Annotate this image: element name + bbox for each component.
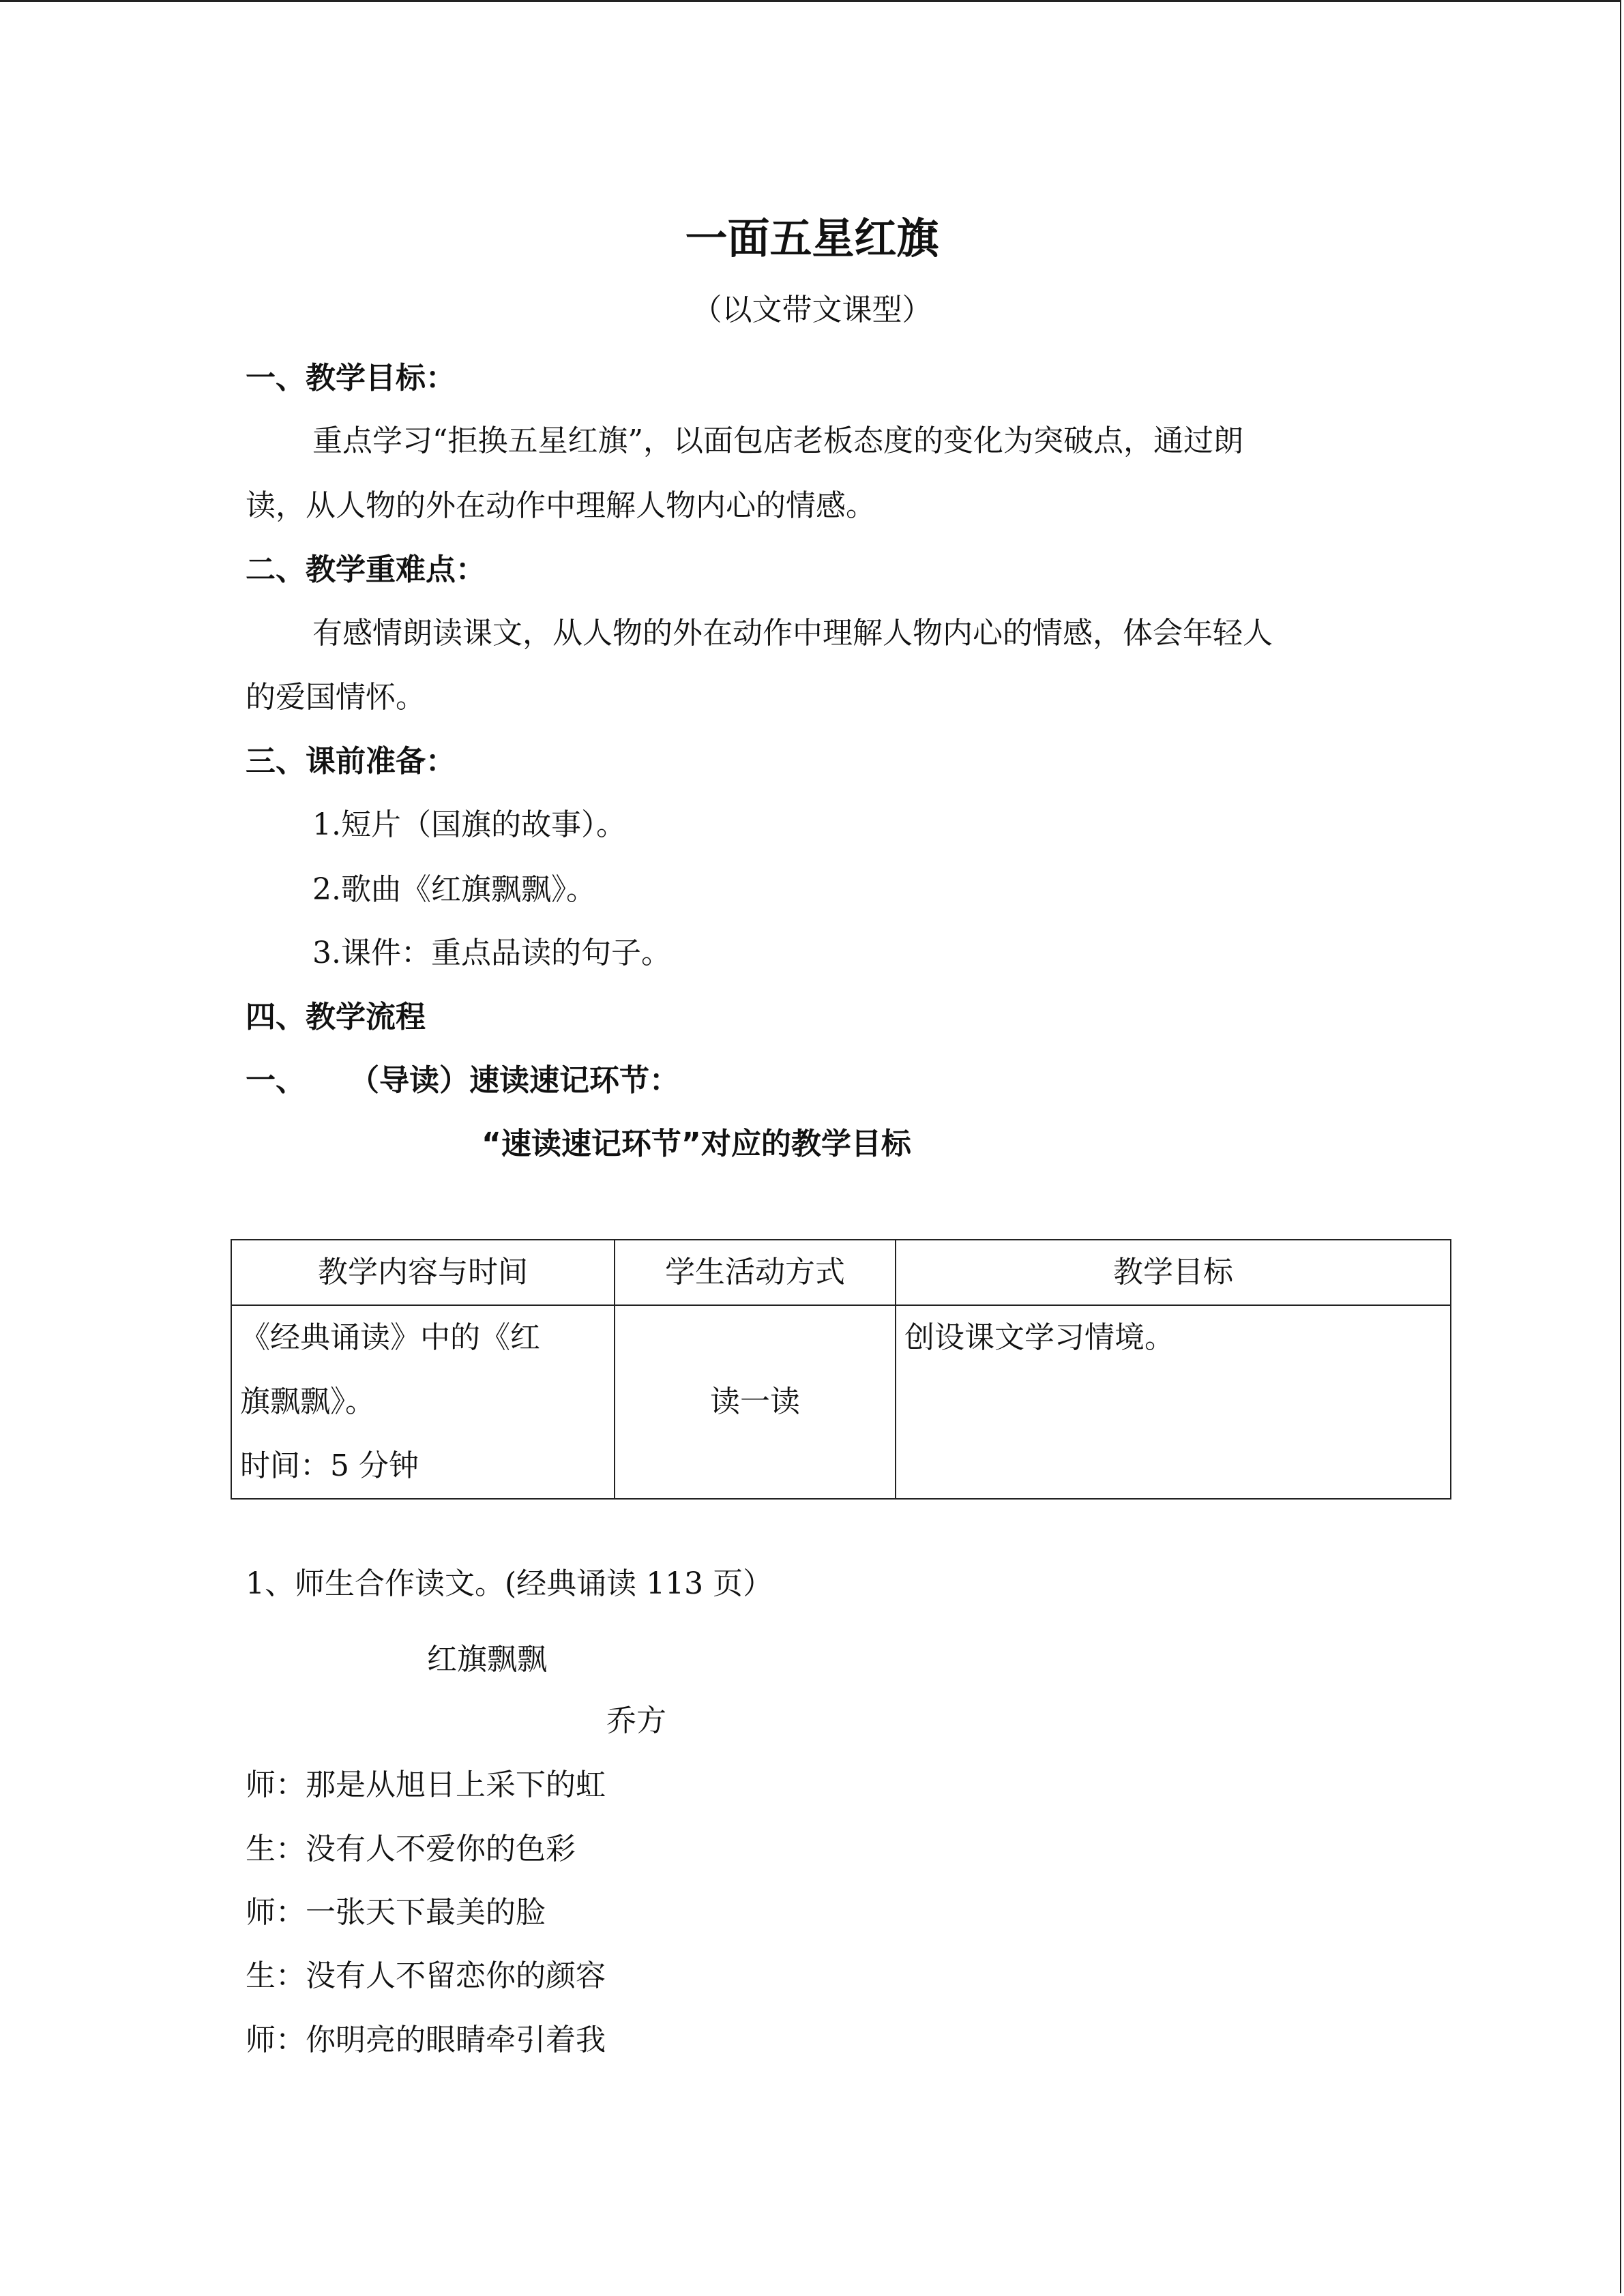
poem-line: 师：你明亮的眼睛牵引着我 — [246, 2023, 606, 2057]
table-cell-goal: 创设课文学习情境。 — [896, 1305, 1451, 1499]
cell-line: 时间：5 分钟 — [240, 1448, 419, 1483]
process-step-number: 一、 — [246, 1063, 306, 1098]
goals-text-line-1: 重点学习“拒换五星红旗”，以面包店老板态度的变化为突破点，通过朗 — [312, 423, 1243, 458]
table-row — [231, 1305, 1451, 1499]
poem-line: 生：没有人不留恋你的颜容 — [246, 1958, 606, 1993]
section-heading-goals: 一、教学目标： — [246, 361, 456, 396]
section-heading-preparation: 三、课前准备： — [246, 744, 456, 779]
section-heading-difficulties: 二、教学重难点： — [246, 552, 486, 587]
cell-line: 《经典诵读》中的《红 — [240, 1320, 540, 1355]
teaching-goal-table — [231, 1239, 1451, 1500]
table-caption: “速读速记环节”对应的教学目标 — [482, 1127, 911, 1161]
section-heading-process: 四、教学流程 — [246, 1000, 426, 1034]
table-header-activity: 学生活动方式 — [615, 1240, 896, 1305]
goals-text-line-2: 读，从人物的外在动作中理解人物内心的情感。 — [246, 488, 876, 523]
difficulties-text-line-2: 的爱国情怀。 — [246, 680, 426, 715]
poem-line: 生：没有人不爱你的色彩 — [246, 1832, 576, 1866]
preparation-item: 1.短片（国旗的故事）。 — [312, 807, 626, 842]
document-subtitle: （以文带文课型） — [692, 293, 932, 327]
table-cell-activity: 读一读 — [615, 1305, 896, 1499]
poem-line: 师：那是从旭日上采下的虹 — [246, 1768, 606, 1802]
table-header-row — [231, 1240, 1451, 1305]
preparation-item: 3.课件：重点品读的句子。 — [312, 936, 671, 970]
poem-author: 乔方 — [606, 1703, 666, 1738]
poem-line: 师：一张天下最美的脸 — [246, 1895, 546, 1930]
table-header-content-time: 教学内容与时间 — [231, 1240, 615, 1305]
poem-title: 红旗飘飘 — [427, 1642, 547, 1677]
table-header-goal: 教学目标 — [896, 1240, 1451, 1305]
cell-line: 旗飘飘》。 — [240, 1384, 375, 1419]
process-step-title: （导读）速读速记环节： — [349, 1063, 679, 1098]
document-title: 一面五星红旗 — [685, 213, 939, 263]
difficulties-text-line-1: 有感情朗读课文，从人物的外在动作中理解人物内心的情感，体会年轻人 — [312, 616, 1273, 651]
table-cell-content — [231, 1305, 615, 1499]
reading-instruction: 1、师生合作读文。(经典诵读 113 页） — [246, 1566, 773, 1601]
preparation-item: 2.歌曲《红旗飘飘》。 — [312, 872, 596, 907]
